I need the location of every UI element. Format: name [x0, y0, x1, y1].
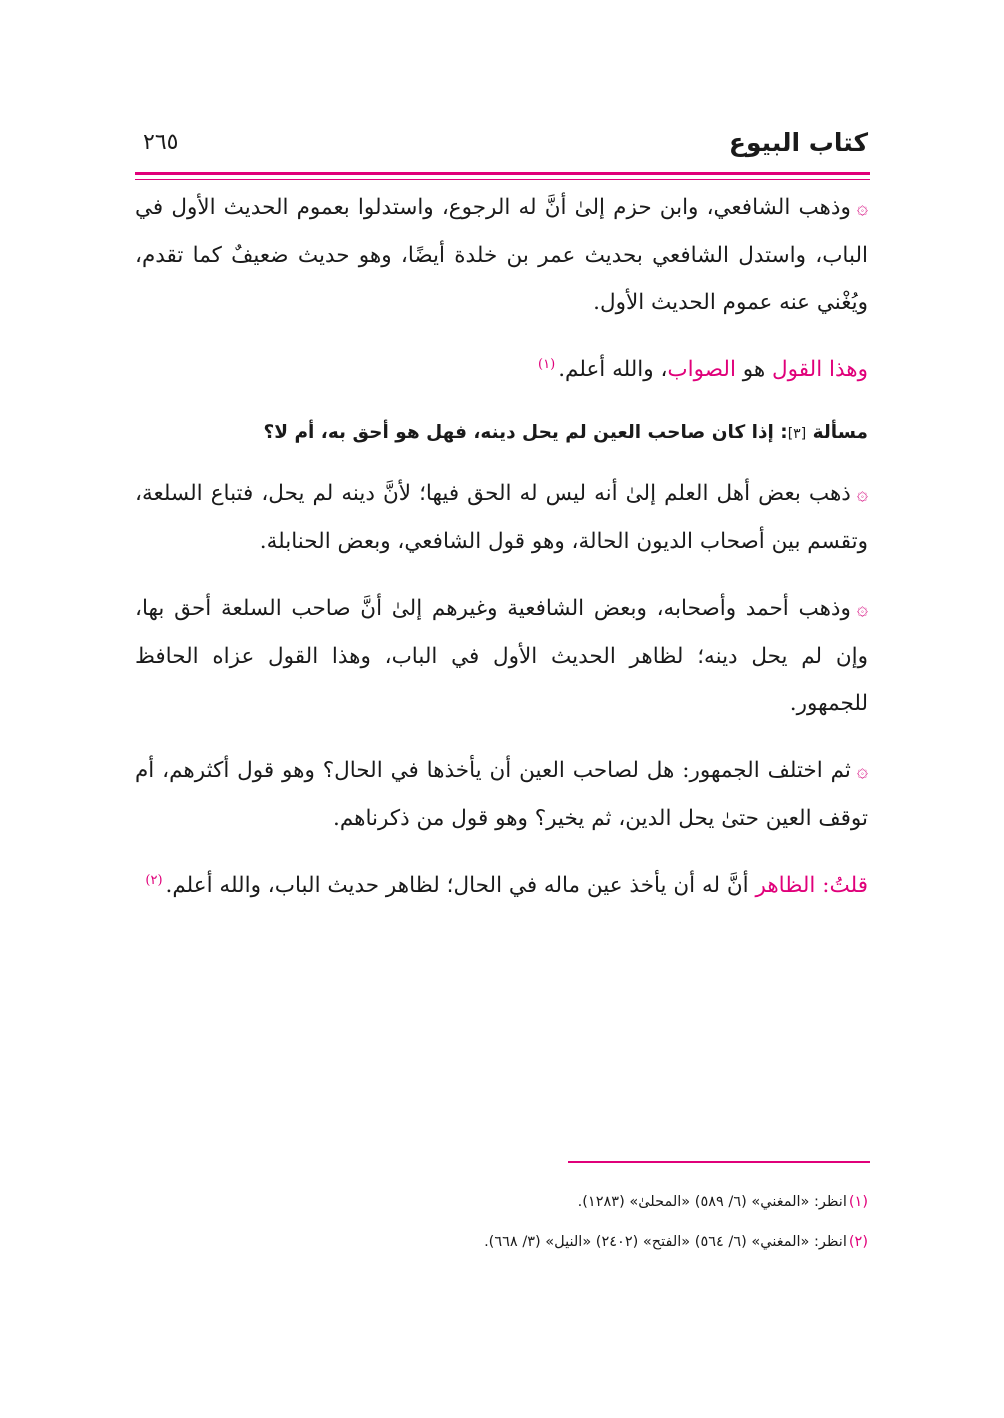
paragraph-text: ذهب بعض أهل العلم إلىٰ أنه ليس له الحق فيها؛ لأنَّ دينه لم يحل، فتباع السلعة، وتقسم بين أصحاب الديون الحالة، وهو قول الشافعي، وبعض الحنابلة. [135, 481, 868, 554]
flower-ornament-icon: ۞ [856, 197, 868, 219]
conclusion-text: هو [735, 357, 773, 382]
footnotes [135, 1190, 868, 1270]
header-rule-thin [135, 179, 870, 180]
highlight-this-opinion: وهذا القول [772, 357, 868, 382]
flower-ornament-icon: ۞ [856, 760, 868, 782]
question-label: مسألة [806, 422, 868, 443]
conclusion-text-end: ، والله أعلم. [558, 357, 668, 382]
header-rule-thick [135, 172, 870, 175]
paragraph [135, 585, 868, 727]
paragraph [135, 747, 868, 842]
conclusion-line [135, 346, 868, 393]
paragraph [135, 184, 868, 326]
footnote-text: انظر: «المغني» (٦/ ٥٦٤) «الفتح» (٢٤٠٢) «النيل» (٣/ ٦٦٨). [484, 1234, 847, 1250]
paragraph-text: ثم اختلف الجمهور: هل لصاحب العين أن يأخذها في الحال؟ وهو قول أكثرهم، أم توقف العين حتىٰ يحل الدين، ثم يخير؟ وهو قول من ذكرناهم. [135, 758, 868, 831]
footnote-marker-2[interactable]: (٢) [145, 872, 163, 888]
final-conclusion [135, 862, 868, 909]
footnote-divider [568, 1161, 870, 1163]
question-heading [135, 413, 868, 454]
question-text: : إذا كان صاحب العين لم يحل دينه، فهل هو أحق به، أم لا؟ [263, 422, 788, 443]
flower-ornament-icon: ۞ [856, 483, 868, 505]
footnote-number: (٢) [848, 1234, 868, 1250]
paragraph-text: وذهب الشافعي، وابن حزم إلىٰ أنَّ له الرجوع، واستدلوا بعموم الحديث الأول في الباب، واستدل الشافعي بحديث عمر بن خلدة أيضًا، وهو حديث ضعيفٌ كما تقدم، ويُغْني عنه عموم الحديث الأول. [135, 195, 868, 315]
footnote-number: (١) [848, 1194, 868, 1210]
qult-label: قلتُ: [822, 873, 868, 898]
footnote-text: انظر: «المغني» (٦/ ٥٨٩) «المحلىٰ» (١٢٨٣). [577, 1194, 847, 1210]
footnote-item [135, 1190, 868, 1214]
paragraph [135, 470, 868, 565]
page-number: ٢٦٥ [143, 130, 179, 155]
footnote-item [135, 1230, 868, 1254]
highlight-apparent: الظاهر [755, 873, 823, 898]
page-header [135, 128, 868, 172]
footnote-marker-1[interactable]: (١) [538, 356, 556, 372]
question-number: [٣] [787, 426, 807, 442]
paragraph-text: وذهب أحمد وأصحابه، وبعض الشافعية وغيرهم إلىٰ أنَّ صاحب السلعة أحق بها، وإن لم يحل دينه؛ لظاهر الحديث الأول في الباب، وهذا القول عزاه الحافظ للجمهور. [135, 596, 868, 716]
highlight-correct: الصواب [667, 357, 736, 382]
book-title: كتاب البيوع [728, 128, 868, 157]
flower-ornament-icon: ۞ [856, 598, 868, 620]
main-text [135, 184, 868, 929]
final-conclusion-text: أنَّ له أن يأخذ عين ماله في الحال؛ لظاهر حديث الباب، والله أعلم. [165, 873, 756, 898]
